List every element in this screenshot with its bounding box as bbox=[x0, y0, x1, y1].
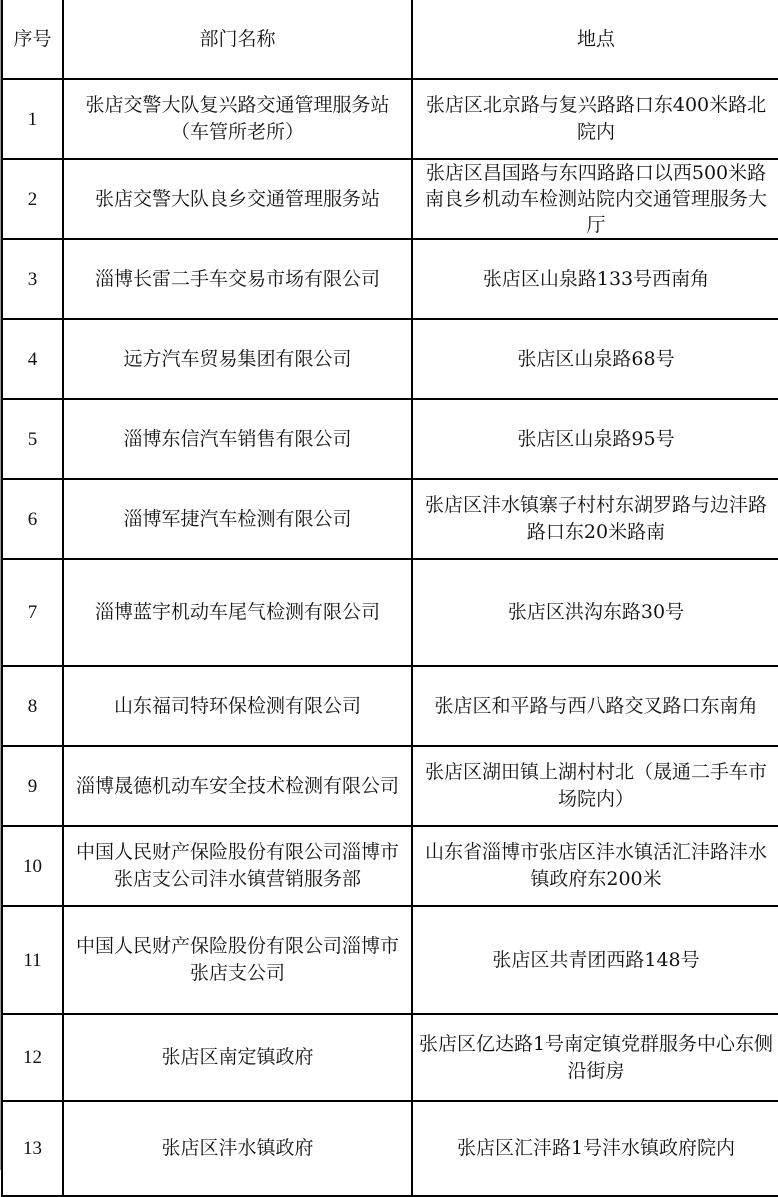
header-location: 地点 bbox=[412, 0, 778, 79]
row-seq: 8 bbox=[2, 666, 63, 746]
row-seq: 6 bbox=[2, 479, 63, 559]
row-seq: 9 bbox=[2, 746, 63, 826]
table-row bbox=[2, 479, 778, 559]
row-seq: 5 bbox=[2, 399, 63, 479]
row-name: 中国人民财产保险股份有限公司淄博市张店支公司沣水镇营销服务部 bbox=[63, 826, 412, 906]
header-name: 部门名称 bbox=[63, 0, 412, 79]
row-name: 淄博长雷二手车交易市场有限公司 bbox=[63, 239, 412, 319]
row-name: 张店交警大队良乡交通管理服务站 bbox=[63, 159, 412, 239]
table-row bbox=[2, 1101, 778, 1196]
header-seq: 序号 bbox=[2, 0, 63, 79]
row-seq: 12 bbox=[2, 1014, 63, 1101]
row-seq: 13 bbox=[2, 1101, 63, 1196]
table-row bbox=[2, 906, 778, 1014]
row-name: 淄博军捷汽车检测有限公司 bbox=[63, 479, 412, 559]
row-seq: 4 bbox=[2, 319, 63, 399]
row-seq: 3 bbox=[2, 239, 63, 319]
row-location: 张店区亿达路1号南定镇党群服务中心东侧沿街房 bbox=[412, 1014, 778, 1101]
row-location: 张店区和平路与西八路交叉路口东南角 bbox=[412, 666, 778, 746]
row-name: 淄博东信汽车销售有限公司 bbox=[63, 399, 412, 479]
row-location: 山东省淄博市张店区沣水镇活汇沣路沣水镇政府东200米 bbox=[412, 826, 778, 906]
row-location: 张店区汇沣路1号沣水镇政府院内 bbox=[412, 1101, 778, 1196]
table-row bbox=[2, 399, 778, 479]
row-location: 张店区山泉路68号 bbox=[412, 319, 778, 399]
row-location: 张店区山泉路133号西南角 bbox=[412, 239, 778, 319]
table-row bbox=[2, 666, 778, 746]
row-location: 张店区湖田镇上湖村村北（晟通二手车市场院内） bbox=[412, 746, 778, 826]
row-name: 山东福司特环保检测有限公司 bbox=[63, 666, 412, 746]
table-row bbox=[2, 559, 778, 666]
row-location: 张店区昌国路与东四路路口以西500米路南良乡机动车检测站院内交通管理服务大厅 bbox=[412, 159, 778, 239]
row-name: 张店区南定镇政府 bbox=[63, 1014, 412, 1101]
table-row bbox=[2, 239, 778, 319]
row-location: 张店区洪沟东路30号 bbox=[412, 559, 778, 666]
table-row bbox=[2, 319, 778, 399]
table-header-row bbox=[2, 0, 778, 79]
row-location: 张店区山泉路95号 bbox=[412, 399, 778, 479]
row-name: 淄博晟德机动车安全技术检测有限公司 bbox=[63, 746, 412, 826]
service-locations-table bbox=[1, 0, 778, 1197]
row-location: 张店区共青团西路148号 bbox=[412, 906, 778, 1014]
table-row bbox=[2, 746, 778, 826]
row-seq: 7 bbox=[2, 559, 63, 666]
row-seq: 1 bbox=[2, 79, 63, 159]
row-name: 远方汽车贸易集团有限公司 bbox=[63, 319, 412, 399]
table-row bbox=[2, 159, 778, 239]
row-name: 张店交警大队复兴路交通管理服务站（车管所老所） bbox=[63, 79, 412, 159]
row-seq: 11 bbox=[2, 906, 63, 1014]
row-name: 中国人民财产保险股份有限公司淄博市张店支公司 bbox=[63, 906, 412, 1014]
row-seq: 10 bbox=[2, 826, 63, 906]
row-name: 淄博蓝宇机动车尾气检测有限公司 bbox=[63, 559, 412, 666]
table-row bbox=[2, 1014, 778, 1101]
row-location: 张店区北京路与复兴路路口东400米路北院内 bbox=[412, 79, 778, 159]
row-location: 张店区沣水镇寨子村村东湖罗路与边沣路路口东20米路南 bbox=[412, 479, 778, 559]
row-seq: 2 bbox=[2, 159, 63, 239]
table-row bbox=[2, 79, 778, 159]
table-row bbox=[2, 826, 778, 906]
row-name: 张店区沣水镇政府 bbox=[63, 1101, 412, 1196]
